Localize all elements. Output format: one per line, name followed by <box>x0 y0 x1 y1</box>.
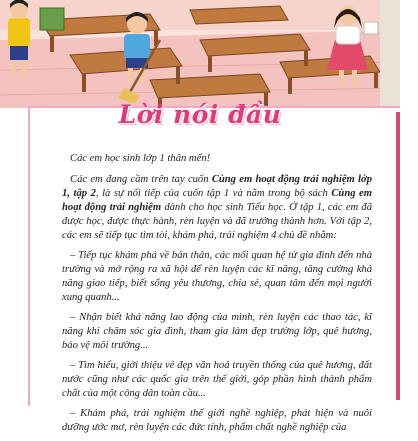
classroom-illustration <box>0 0 400 108</box>
intro-text-3: dành cho học sinh Tiểu học. Ở tập 1, các em đã được học, được thực hành, rèn luyện và đã trưởng thành hơn. Với tập 2, các em sẽ tiếp tục tìm tòi, khám phá, trải nghiệm 4 chủ đề nhằm: <box>62 202 372 241</box>
objective-item-4: – Khám phá, trải nghiệm thế giới nghề nghiệp, phát hiện và nuôi dưỡng ước mơ, rèn luyện các đức tính, phẩm chất nghề nghiệp của <box>62 408 372 433</box>
objective-item-1: – Tiếp tục khám phá về bản thân, các mối quan hệ từ gia đình đến nhà trường và mở rộng ra xã hội để rèn luyện các kĩ năng, tăng cường khả năng giao tiếp, biết sống yêu thương, chia sẻ, quan tâm đến mọi người xung quanh... <box>62 250 372 303</box>
intro-text-2: , là sự nối tiếp của cuốn tập 1 và nằm trong bộ sách <box>95 188 332 199</box>
objective-item-3: – Tìm hiểu, giới thiệu vẻ đẹp văn hoá truyền thống của quê hương, đất nước cũng như các quốc gia trên thế giới, góp phần hình thành phẩm chất của một công dân toàn cầu... <box>62 360 372 399</box>
page-edge-strip <box>396 112 400 400</box>
intro-paragraph <box>62 173 372 243</box>
intro-text-1: Các em đang cầm trên tay cuốn <box>70 174 212 185</box>
book-series-title: Cùng em hoạt động trải nghiệm <box>62 188 372 213</box>
frame-left-border <box>28 106 30 406</box>
preface-body <box>62 152 372 441</box>
objective-item-2: – Nhận biết khả năng lao động của mình, rèn luyện các thao tác, kĩ năng khi chăm sóc gia đình, tham gia làm đẹp trường lớp, quê hương, bảo vệ môi trường... <box>62 312 372 351</box>
greeting-line: Các em học sinh lớp 1 thân mến! <box>70 153 211 164</box>
book-title-1: Cùng em hoạt động trải nghiệm lớp 1, tập 2 <box>62 174 372 199</box>
page-title: Lời nói đầu <box>118 100 282 129</box>
